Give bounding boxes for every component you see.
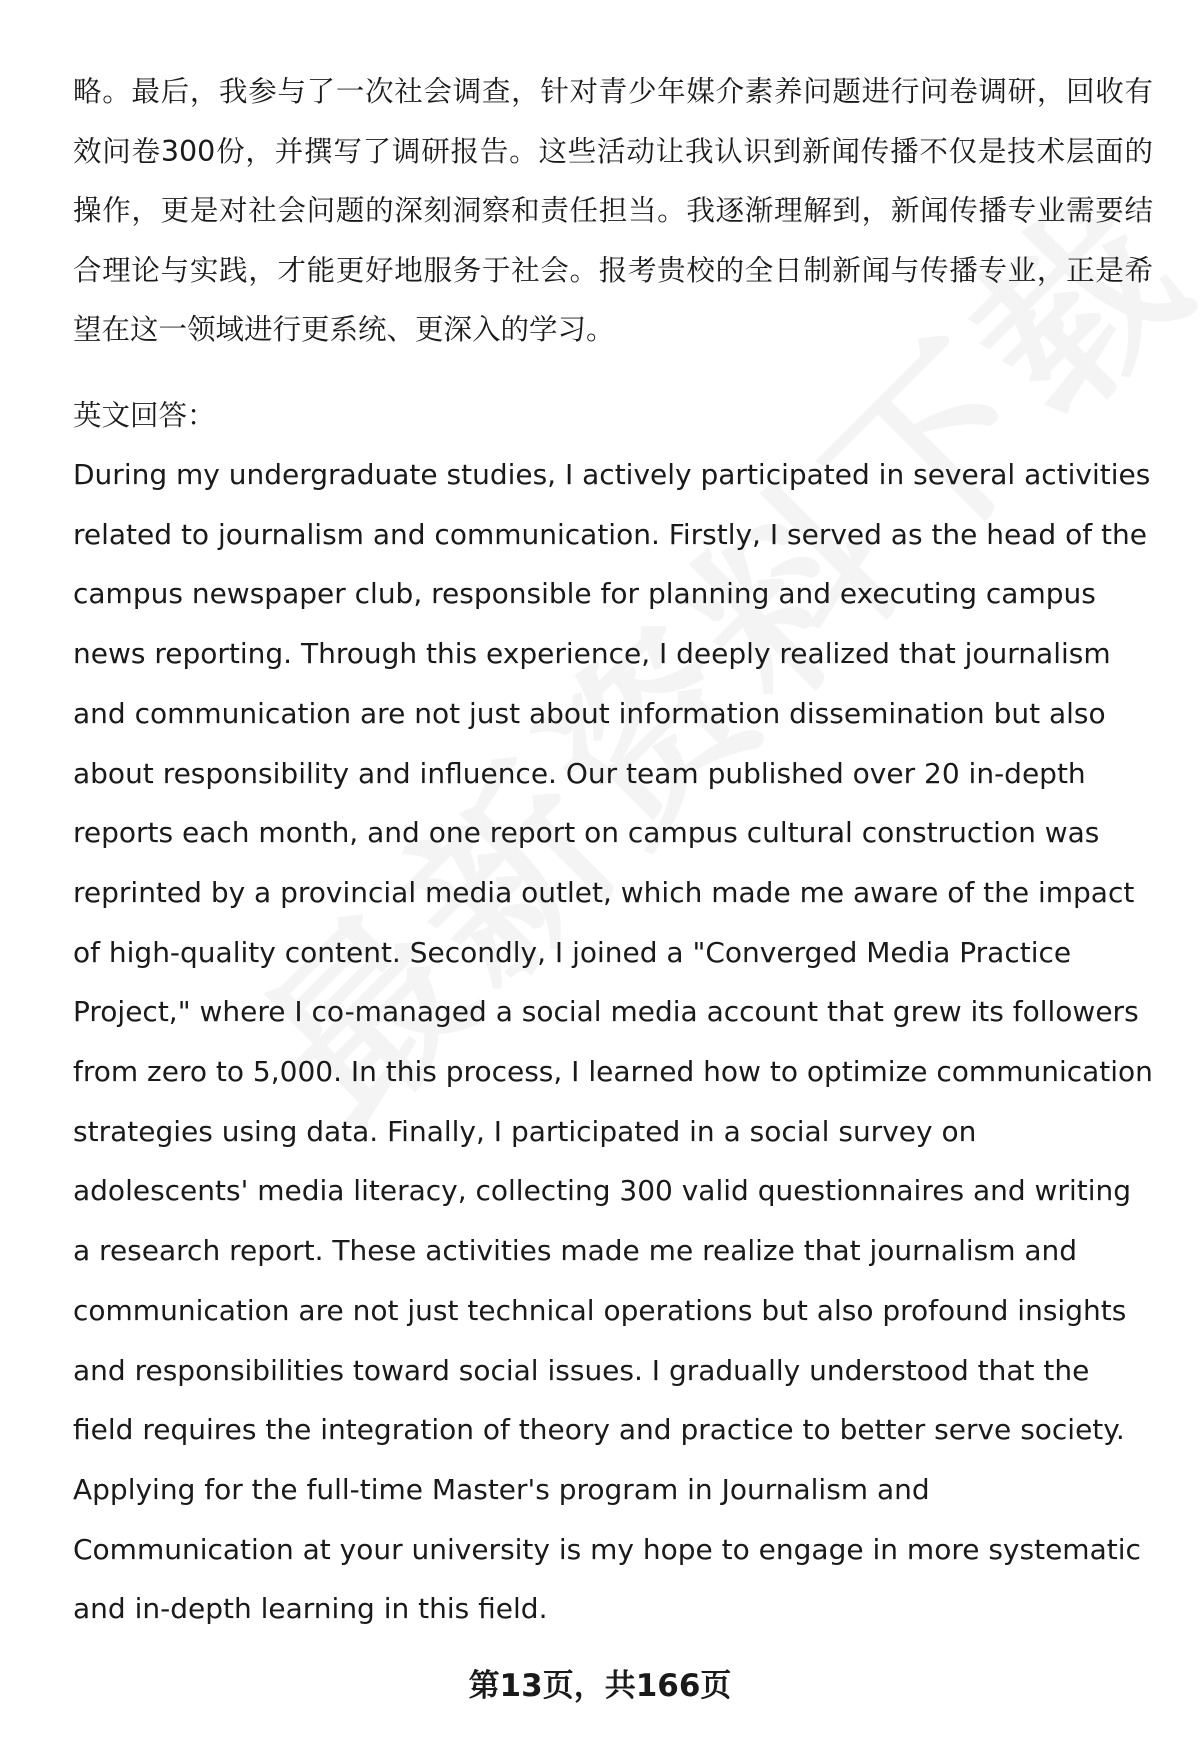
- english-answer-paragraph: During my undergraduate studies, I actively participated in several activities related to journalism and communication. Firstly, I served as the head of the campus newspaper club, responsible for planning and executing campus news reporting. Through this experience, I deeply realized that journalism and communication are not just about information dissemination but also about responsibility and influence. Our team published over 20 in-depth reports each month, and one report on campus cultural construction was reprinted by a provincial media outlet, which made me aware of the impact of high-quality content. Secondly, I joined a "Converged Media Practice Project," where I co-managed a social media account that grew its followers from zero to 5,000. In this process, I learned how to optimize communication strategies using data. Finally, I participated in a social survey on adolescents' media literacy, collecting 300 valid questionnaires and writing a research report. These activities made me realize that journalism and communication are not just technical operations but also profound insights and responsibilities toward social issues. I gradually understood that the field requires the integration of theory and practice to better serve society. Applying for the full-time Master's program in Journalism and Communication at your university is my hope to engage in more systematic and in-depth learning in this field.: [73, 458, 1153, 1626]
- chinese-answer-paragraph: 略。最后，我参与了一次社会调查，针对青少年媒介素养问题进行问卷调研，回收有效问卷300份，并撰写了调研报告。这些活动让我认识到新闻传播不仅是技术层面的操作，更是对社会问题的深刻洞察和责任担当。我逐渐理解到，新闻传播专业需要结合理论与实践，才能更好地服务于社会。报考贵校的全日制新闻与传播专业，正是希望在这一领域进行更系统、更深入的学习。: [73, 75, 1153, 346]
- document-body: [73, 62, 1153, 1639]
- english-answer-heading: 英文回答：: [73, 398, 216, 432]
- page-number-footer: 第13页，共166页: [468, 1668, 732, 1704]
